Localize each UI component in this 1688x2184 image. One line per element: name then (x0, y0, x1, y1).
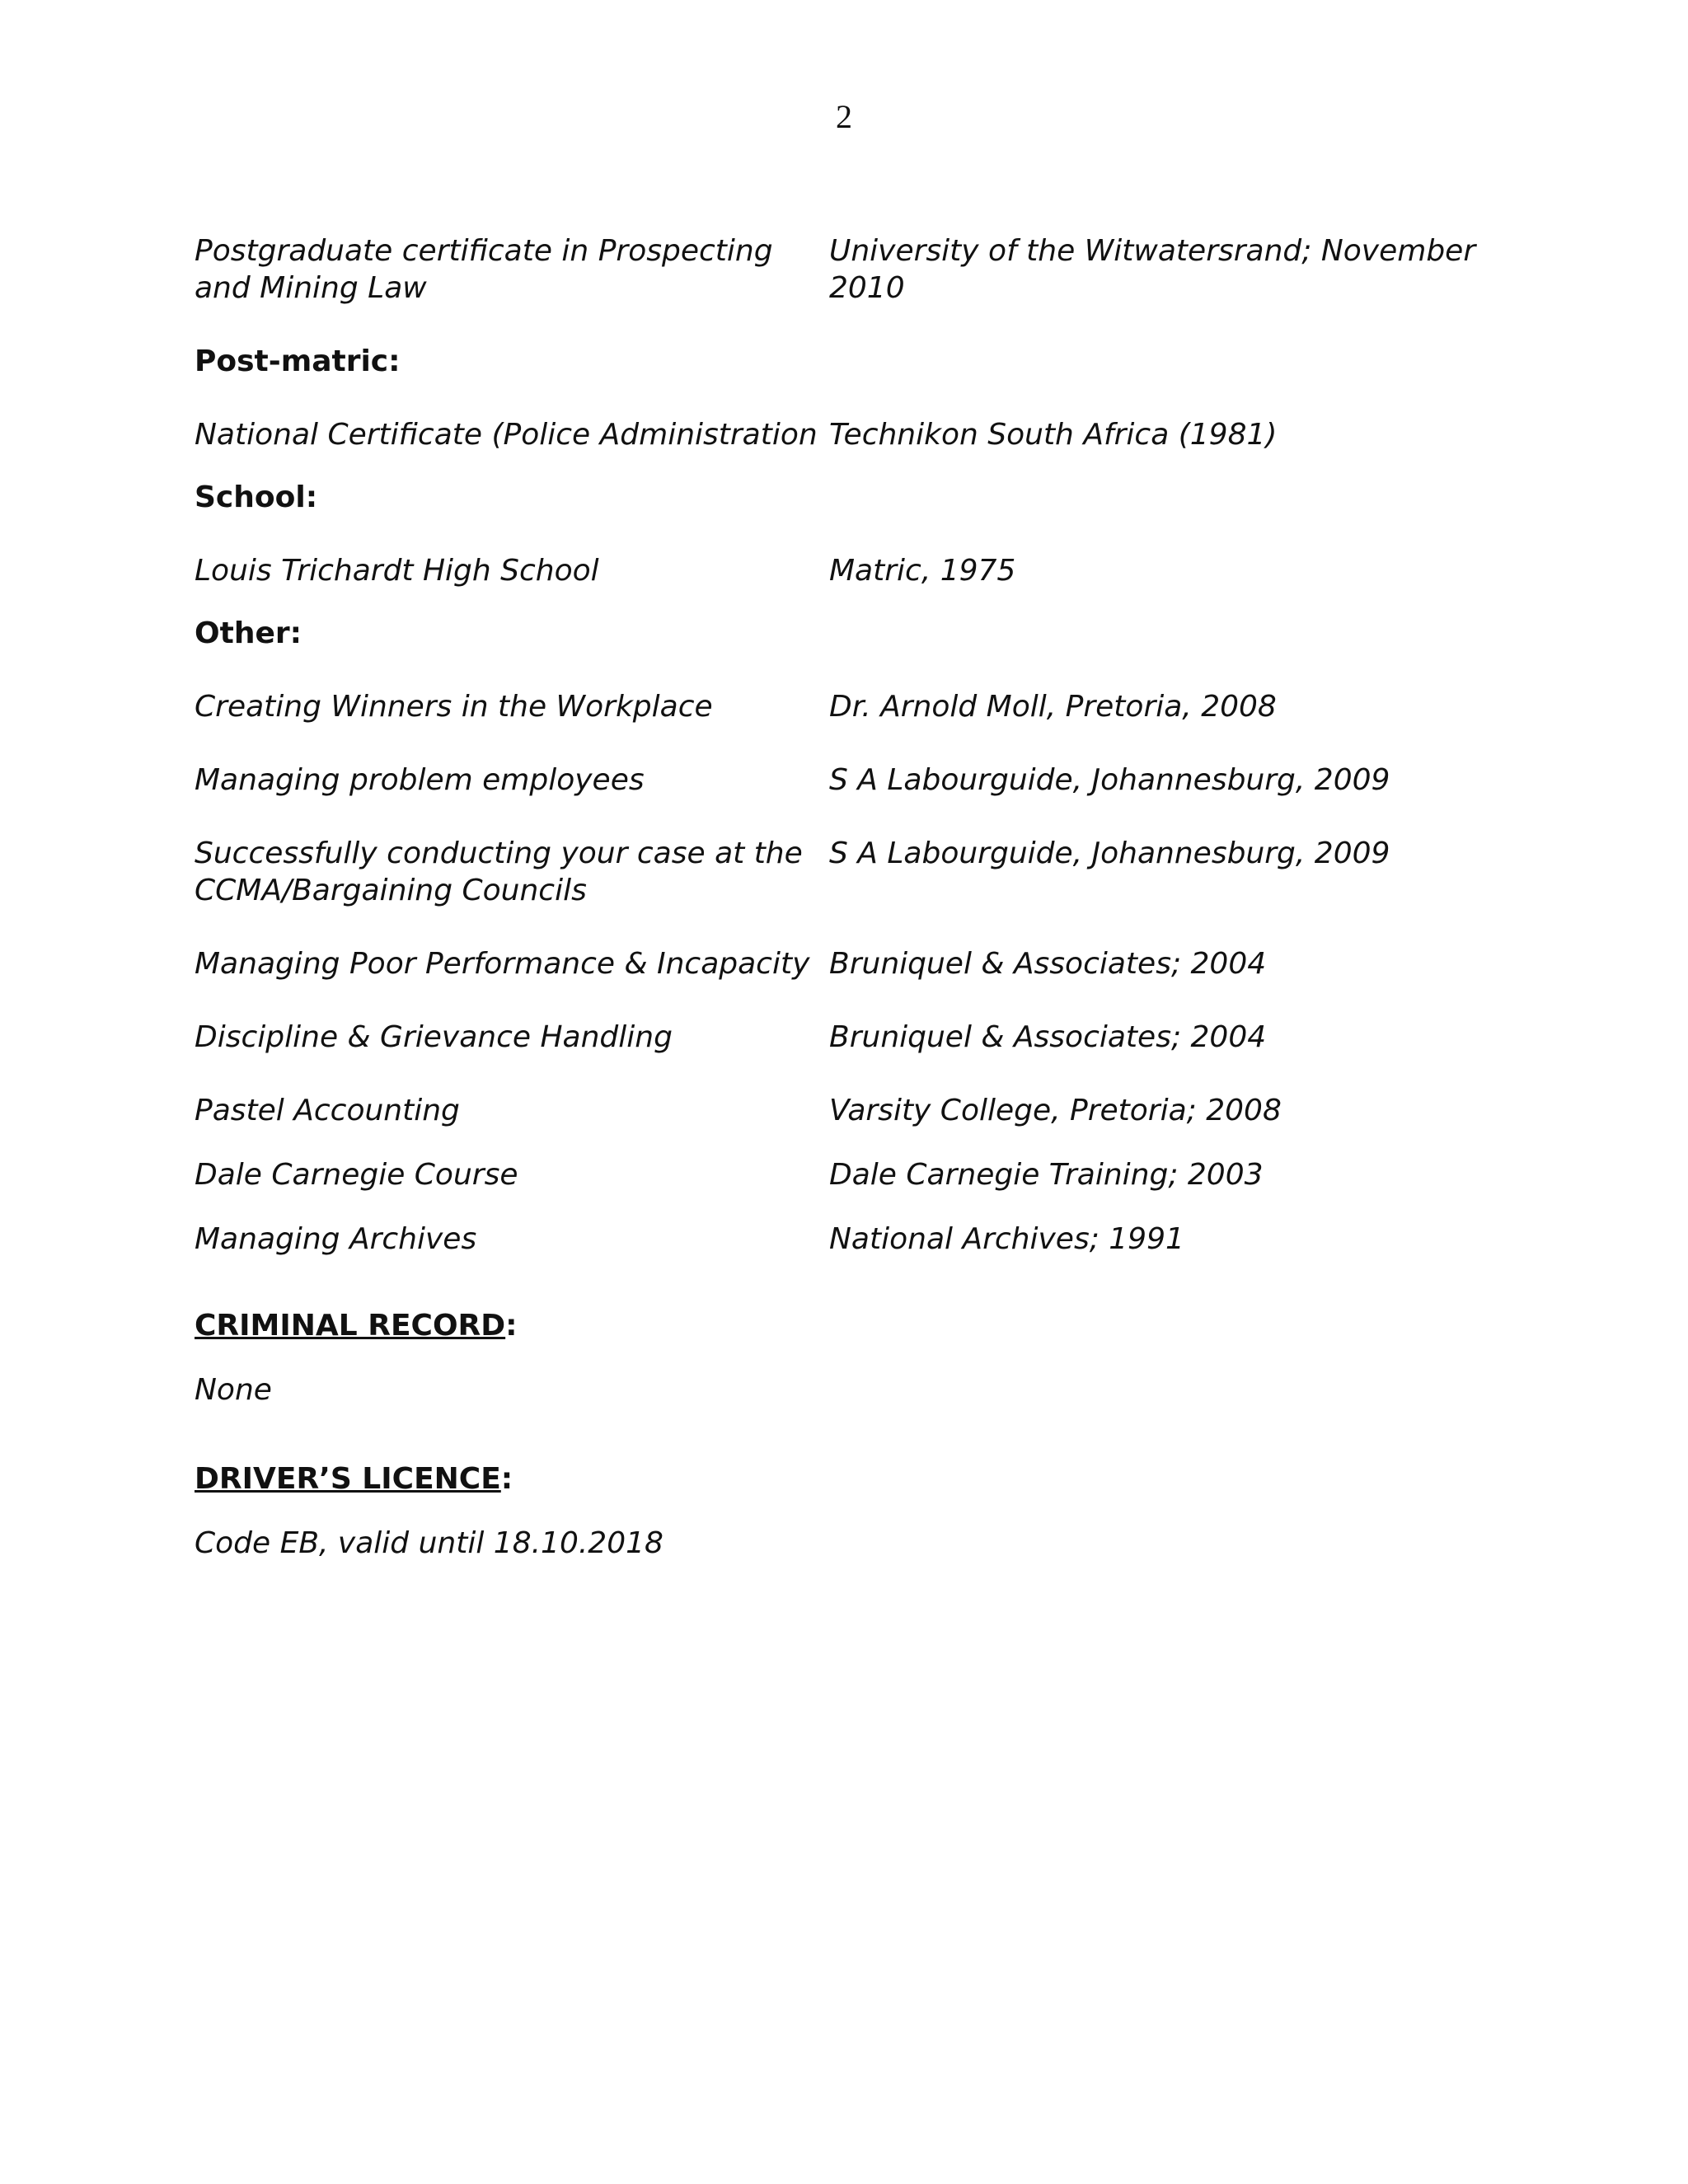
qualification-title: Louis Trichardt High School (195, 554, 599, 588)
course-row (195, 945, 1480, 982)
course-detail: National Archives; 1991 (829, 1222, 1184, 1256)
page-number: 2 (836, 98, 852, 135)
other-heading: Other: (195, 616, 302, 650)
qualification-detail: Technikon South Africa (1981) (829, 418, 1278, 452)
course-row (195, 835, 1480, 909)
qualification-row-police (195, 416, 1480, 453)
course-title: Pastel Accounting (195, 1094, 460, 1127)
course-row (195, 1156, 1480, 1193)
course-detail: S A Labourguide, Johannesburg, 2009 (829, 837, 1390, 870)
qualification-detail: University of the Witwatersrand; November 2010 (829, 234, 1476, 305)
criminal-record-value: None (195, 1373, 272, 1407)
course-detail: Varsity College, Pretoria; 2008 (829, 1094, 1282, 1127)
qualification-row-postgraduate (195, 232, 1480, 307)
course-title: Managing problem employees (195, 763, 645, 797)
drivers-licence-colon: : (500, 1462, 513, 1496)
course-title: Successfully conducting your case at the CCMA/Bargaining Councils (195, 837, 803, 907)
course-title: Creating Winners in the Workplace (195, 690, 713, 724)
course-row (195, 1221, 1480, 1258)
qualification-title: Postgraduate certificate in Prospecting and Mining Law (195, 234, 773, 305)
course-detail: S A Labourguide, Johannesburg, 2009 (829, 763, 1390, 797)
course-detail: Bruniquel & Associates; 2004 (829, 1020, 1267, 1054)
course-detail: Dale Carnegie Training; 2003 (829, 1158, 1264, 1192)
post-matric-heading: Post-matric: (195, 344, 401, 378)
school-heading: School: (195, 480, 318, 514)
course-title: Managing Archives (195, 1222, 477, 1256)
course-title: Discipline & Grievance Handling (195, 1020, 673, 1054)
drivers-licence-heading (195, 1460, 1480, 1497)
course-row (195, 762, 1480, 799)
course-title: Dale Carnegie Course (195, 1158, 518, 1192)
criminal-record-heading-text: CRIMINAL RECORD (195, 1309, 506, 1343)
course-detail: Dr. Arnold Moll, Pretoria, 2008 (829, 690, 1277, 724)
cv-content (195, 232, 1480, 1562)
qualification-row-school (195, 552, 1480, 589)
course-row (195, 1019, 1480, 1056)
course-detail: Bruniquel & Associates; 2004 (829, 947, 1267, 981)
course-title: Managing Poor Performance & Incapacity (195, 947, 810, 981)
criminal-record-colon: : (505, 1309, 518, 1343)
criminal-record-heading (195, 1307, 1480, 1344)
qualification-detail: Matric, 1975 (829, 554, 1016, 588)
drivers-licence-heading-text: DRIVER’S LICENCE (195, 1462, 501, 1496)
drivers-licence-value: Code EB, valid until 18.10.2018 (195, 1526, 663, 1560)
course-row (195, 1092, 1480, 1129)
qualification-title: National Certificate (Police Administration (195, 418, 818, 452)
course-row (195, 688, 1480, 725)
